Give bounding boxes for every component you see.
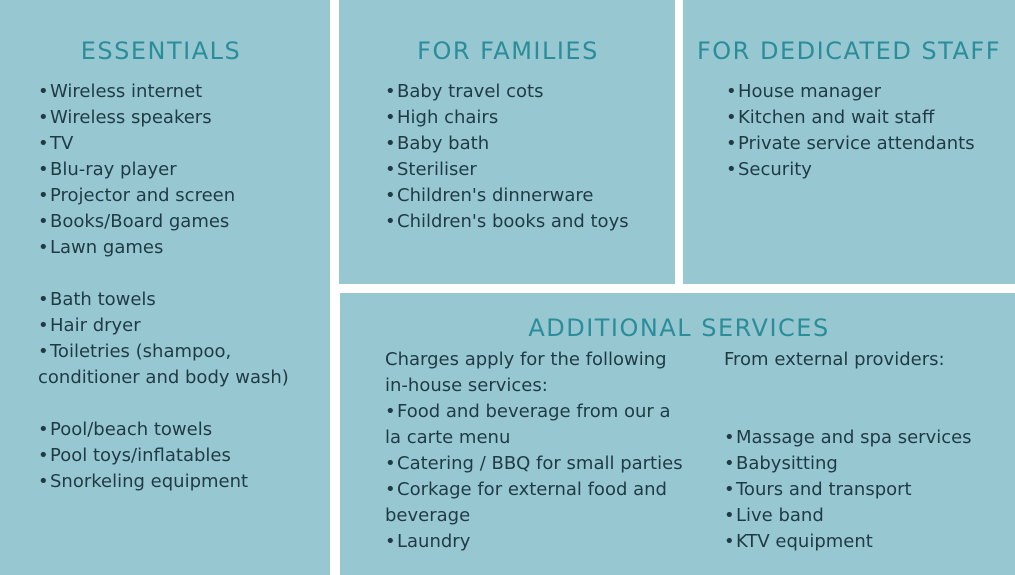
bullet-icon: • [385,531,396,552]
bullet-icon: • [724,531,735,552]
external-services-list [724,399,1009,555]
essentials-list [38,79,328,495]
dedicated-staff-list [726,79,1011,183]
list-item-text: Kitchen and wait staff [738,107,935,128]
list-item [385,105,675,131]
list-item [38,443,328,469]
list-item-text: Children's dinnerware [397,185,594,206]
list-item-text: Tours and transport [736,479,912,500]
list-item-text: Baby bath [397,133,490,154]
list-item-text: Security [738,159,812,180]
list-item-text: House manager [738,81,882,102]
list-item [385,157,675,183]
families-panel [339,0,675,284]
list-item [724,529,1009,555]
list-item-text: Babysitting [736,453,838,474]
families-list [385,79,675,235]
essentials-panel [0,0,330,575]
additional-services-heading: ADDITIONAL SERVICES [528,314,830,342]
bullet-icon: • [38,237,49,258]
bullet-icon: • [385,159,396,180]
list-item-text: Snorkeling equipment [50,471,249,492]
bullet-icon: • [38,471,49,492]
list-item-text: Children's books and toys [397,211,629,232]
list-item [726,105,1011,131]
list-item-text: Corkage for external food and beverage [385,479,667,526]
list-item-text: Hair dryer [50,315,141,336]
list-item-text: Massage and spa services [736,427,972,448]
bullet-icon: • [726,107,737,128]
bullet-icon: • [38,341,49,362]
bullet-icon: • [38,315,49,336]
list-item-text: Pool/beach towels [50,419,213,440]
list-item [724,425,1009,451]
bullet-icon: • [38,289,49,310]
list-item-text: Baby travel cots [397,81,544,102]
list-item [724,451,1009,477]
list-item [385,79,675,105]
bullet-icon: • [38,185,49,206]
external-intro: From external providers: [724,349,945,370]
list-item-text: Blu-ray player [50,159,177,180]
list-item-text: High chairs [397,107,499,128]
list-item-text: Wireless speakers [50,107,212,128]
list-item-text: KTV equipment [736,531,873,552]
bullet-icon: • [38,107,49,128]
list-item [724,477,1009,503]
bullet-icon: • [38,211,49,232]
bullet-icon: • [38,419,49,440]
bullet-icon: • [385,453,396,474]
bullet-icon: • [724,427,735,448]
list-item-text: Pool toys/inflatables [50,445,231,466]
list-item [38,209,328,235]
list-item [38,469,328,495]
list-item [385,131,675,157]
bullet-icon: • [385,479,396,500]
bullet-icon: • [385,211,396,232]
bullet-icon: • [385,133,396,154]
list-item [38,157,328,183]
list-item-text: Bath towels [50,289,156,310]
bullet-icon: • [726,133,737,154]
list-item-text: Food and beverage from our a la carte menu [385,401,671,448]
list-item-text: Books/Board games [50,211,230,232]
essentials-heading: ESSENTIALS [80,37,242,65]
list-item-text: Steriliser [397,159,477,180]
list-item [385,529,685,555]
list-item [726,79,1011,105]
list-item-text: Catering / BBQ for small parties [397,453,683,474]
list-item [385,209,675,235]
bullet-icon: • [726,81,737,102]
additional-services-panel [340,293,1015,575]
bullet-icon: • [38,81,49,102]
list-item-text: Live band [736,505,824,526]
bullet-icon: • [385,401,396,422]
list-item [38,105,328,131]
bullet-icon: • [38,133,49,154]
in-house-intro: Charges apply for the following in-house services: [385,349,667,396]
dedicated-staff-panel [683,0,1015,284]
dedicated-staff-heading: FOR DEDICATED STAFF [696,37,1001,65]
list-item [38,235,328,261]
list-item [726,131,1011,157]
bullet-icon: • [385,81,396,102]
list-item [385,183,675,209]
list-item [38,79,328,105]
list-item [38,339,328,391]
list-item [38,131,328,157]
list-item-text: Wireless internet [50,81,203,102]
list-item [385,451,685,477]
families-heading: FOR FAMILIES [417,37,599,65]
bullet-icon: • [726,159,737,180]
bullet-icon: • [724,505,735,526]
list-item [724,503,1009,529]
list-item [385,399,685,451]
bullet-icon: • [385,107,396,128]
bullet-icon: • [38,159,49,180]
list-item-text: Toiletries (shampoo, conditioner and body wash) [38,341,289,388]
in-house-services-list [385,399,685,555]
list-item [38,313,328,339]
list-item [726,157,1011,183]
list-item [385,477,685,529]
list-item-text: Projector and screen [50,185,236,206]
bullet-icon: • [724,479,735,500]
list-item [38,287,328,313]
bullet-icon: • [385,185,396,206]
list-item-text: TV [50,133,74,154]
list-item [38,417,328,443]
list-item [38,183,328,209]
list-item-text: Laundry [397,531,471,552]
list-item-text: Lawn games [50,237,164,258]
bullet-icon: • [724,453,735,474]
bullet-icon: • [38,445,49,466]
list-item-text: Private service attendants [738,133,975,154]
